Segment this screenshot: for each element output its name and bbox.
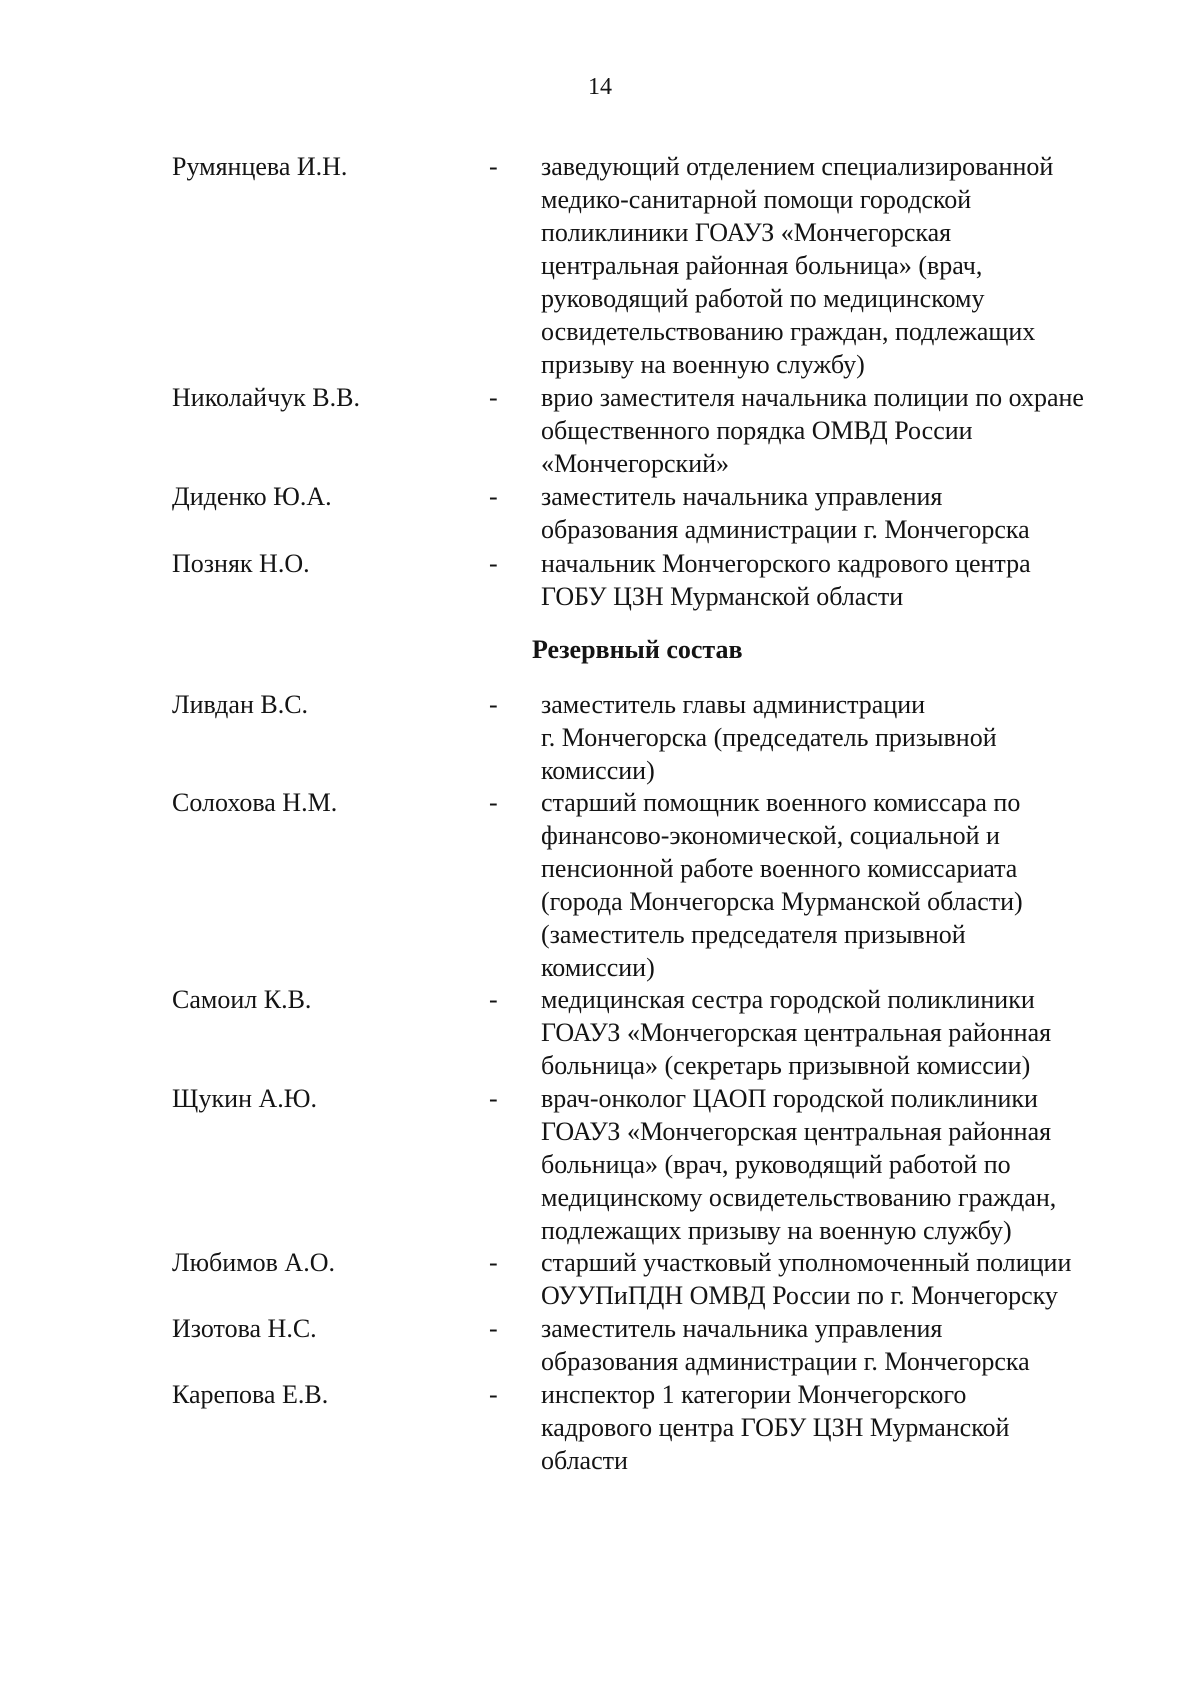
member-dash: - <box>489 482 498 511</box>
position-line: руководящий работой по медицинскому <box>541 284 985 313</box>
member-name: Карепова Е.В. <box>172 1380 329 1409</box>
position-line: больница» (секретарь призывной комиссии) <box>541 1051 1031 1080</box>
position-line: г. Мончегорска (председатель призывной <box>541 723 997 752</box>
member-dash: - <box>489 1314 498 1343</box>
member-position <box>541 1246 1161 1312</box>
position-line: инспектор 1 категории Мончегорского <box>541 1380 967 1409</box>
member-position <box>541 381 1161 480</box>
position-line: кадрового центра ГОБУ ЦЗН Мурманской <box>541 1413 1010 1442</box>
position-line: врач-онколог ЦАОП городской поликлиники <box>541 1084 1038 1113</box>
member-dash: - <box>489 690 498 719</box>
position-line: (города Мончегорска Мурманской области) <box>541 887 1023 916</box>
member-position <box>541 547 1161 613</box>
position-line: ОУУПиПДН ОМВД России по г. Мончегорску <box>541 1281 1058 1310</box>
position-line: медицинская сестра городской поликлиники <box>541 985 1035 1014</box>
member-name: Изотова Н.С. <box>172 1314 317 1343</box>
member-name: Николайчук В.В. <box>172 383 360 412</box>
member-position <box>541 1082 1161 1247</box>
position-line: больница» (врач, руководящий работой по <box>541 1150 1011 1179</box>
position-line: образования администрации г. Мончегорска <box>541 1347 1030 1376</box>
position-line: подлежащих призыву на военную службу) <box>541 1216 1012 1245</box>
position-line: комиссии) <box>541 953 655 982</box>
position-line: комиссии) <box>541 756 655 785</box>
position-line: ГОАУЗ «Мончегорская центральная районная <box>541 1018 1052 1047</box>
member-dash: - <box>489 152 498 181</box>
position-line: общественного порядка ОМВД России <box>541 416 973 445</box>
member-dash: - <box>489 383 498 412</box>
member-dash: - <box>489 1380 498 1409</box>
member-position <box>541 1312 1161 1378</box>
position-line: заведующий отделением специализированной <box>541 152 1054 181</box>
member-dash: - <box>489 549 498 578</box>
position-line: начальник Мончегорского кадрового центра <box>541 549 1031 578</box>
member-name: Позняк Н.О. <box>172 549 310 578</box>
member-name: Диденко Ю.А. <box>172 482 332 511</box>
member-position <box>541 150 1161 381</box>
reserve-section-heading: Резервный состав <box>532 635 743 664</box>
member-name: Самоил К.В. <box>172 985 312 1014</box>
position-line: призыву на военную службу) <box>541 350 865 379</box>
member-position <box>541 480 1161 546</box>
member-name: Щукин А.Ю. <box>172 1084 318 1113</box>
member-name: Ливдан В.С. <box>172 690 309 719</box>
position-line: области <box>541 1446 628 1475</box>
member-name: Румянцева И.Н. <box>172 152 348 181</box>
member-dash: - <box>489 788 498 817</box>
member-dash: - <box>489 985 498 1014</box>
position-line: образования администрации г. Мончегорска <box>541 515 1030 544</box>
member-position <box>541 688 1161 787</box>
page-number: 14 <box>588 74 612 100</box>
position-line: ГОБУ ЦЗН Мурманской области <box>541 582 904 611</box>
position-line: медицинскому освидетельствованию граждан, <box>541 1183 1057 1212</box>
member-position <box>541 983 1161 1082</box>
position-line: освидетельствованию граждан, подлежащих <box>541 317 1036 346</box>
position-line: поликлиники ГОАУЗ «Мончегорская <box>541 218 952 247</box>
member-dash: - <box>489 1248 498 1277</box>
member-dash: - <box>489 1084 498 1113</box>
member-position <box>541 786 1161 984</box>
position-line: пенсионной работе военного комиссариата <box>541 854 1018 883</box>
position-line: заместитель начальника управления <box>541 1314 943 1343</box>
position-line: врио заместителя начальника полиции по охране <box>541 383 1084 412</box>
member-position <box>541 1378 1161 1477</box>
position-line: медико-санитарной помощи городской <box>541 185 972 214</box>
position-line: заместитель начальника управления <box>541 482 943 511</box>
position-line: «Мончегорский» <box>541 449 730 478</box>
member-name: Солохова Н.М. <box>172 788 338 817</box>
position-line: центральная районная больница» (врач, <box>541 251 983 280</box>
position-line: заместитель главы администрации <box>541 690 926 719</box>
member-name: Любимов А.О. <box>172 1248 335 1277</box>
position-line: старший помощник военного комиссара по <box>541 788 1021 817</box>
position-line: старший участковый уполномоченный полиции <box>541 1248 1072 1277</box>
position-line: ГОАУЗ «Мончегорская центральная районная <box>541 1117 1052 1146</box>
position-line: финансово-экономической, социальной и <box>541 821 1000 850</box>
position-line: (заместитель председателя призывной <box>541 920 966 949</box>
